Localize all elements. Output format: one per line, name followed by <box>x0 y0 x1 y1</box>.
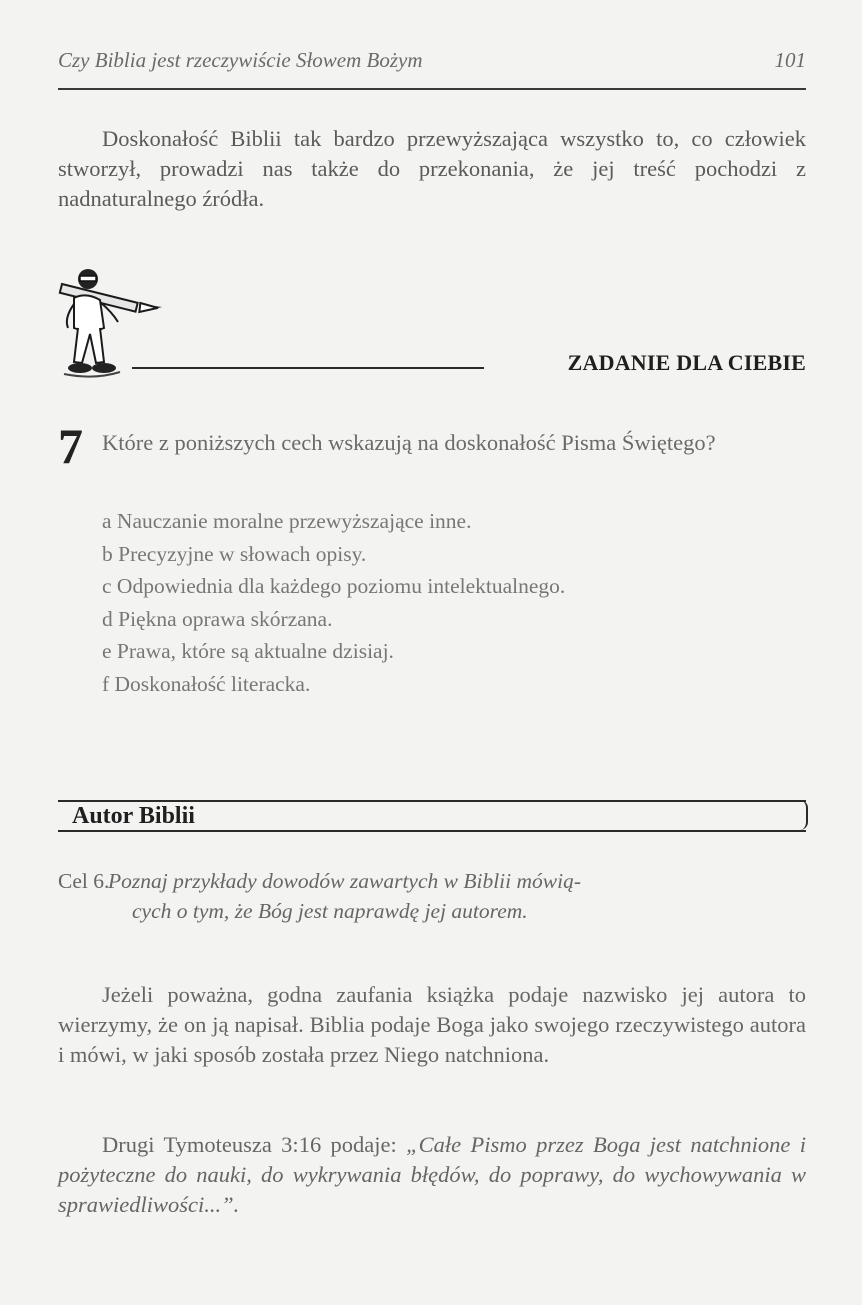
running-header <box>58 40 806 80</box>
scripture-reference: Drugi Tymoteusza 3:16 podaje: <box>102 1132 407 1157</box>
question-text: Które z poniższych cech wskazują na doskonałość Pisma Świętego? <box>102 430 716 455</box>
question-number: 7 <box>58 418 83 474</box>
paragraph-perfection: Doskonałość Biblii tak bardzo przewyższająca wszystko to, co człowiek stworzył, prowadzi nas także do przekonania, że jej treść pochodzi z nadnaturalnego źródła. <box>58 126 806 211</box>
scripture-quote: „Całe Pismo przez Boga jest natchnione i pożyteczne do nauki, do wykrywania błędów, do poprawy, do wychowywania w sprawiedliwości...”. <box>58 1132 806 1217</box>
section-heading-box <box>58 797 806 833</box>
goal-text-line-2: cych o tym, że Bóg jest naprawdę jej autorem. <box>132 899 528 923</box>
option-f: f Doskonałość literacka. <box>102 671 311 696</box>
option-d: d Piękna oprawa skórzana. <box>102 606 333 631</box>
student-with-pencil-icon <box>54 262 172 392</box>
paragraph-scripture <box>58 1130 806 1220</box>
page-number: 101 <box>774 48 806 72</box>
goal-label: Cel 6. <box>58 869 110 893</box>
option-b: b Precyzyjne w słowach opisy. <box>102 541 367 566</box>
section-goal <box>58 866 806 926</box>
section-title: Autor Biblii <box>72 803 195 829</box>
task-header-rule <box>132 367 484 369</box>
task-heading: ZADANIE DLA CIEBIE <box>567 350 806 375</box>
section-rule-cap <box>796 800 808 830</box>
option-c: c Odpowiednia dla każdego poziomu intelektualnego. <box>102 574 566 598</box>
goal-text-line-1: Poznaj przykłady dowodów zawartych w Biblii mówią- <box>108 869 581 893</box>
option-a: a Nauczanie moralne przewyższające inne. <box>102 509 472 533</box>
paragraph-author: Jeżeli poważna, godna zaufania książka podaje nazwisko jej autora to wierzymy, że on ją napisał. Biblia podaje Boga jako swojego rzeczywistego autora i mówi, w jaki sposób została przez Niego natchniona. <box>58 982 806 1067</box>
option-e: e Prawa, które są aktualne dzisiaj. <box>102 639 394 663</box>
answer-options <box>102 505 806 700</box>
running-header-title: Czy Biblia jest rzeczywiście Słowem Bożym <box>58 48 423 72</box>
header-rule <box>58 88 806 90</box>
